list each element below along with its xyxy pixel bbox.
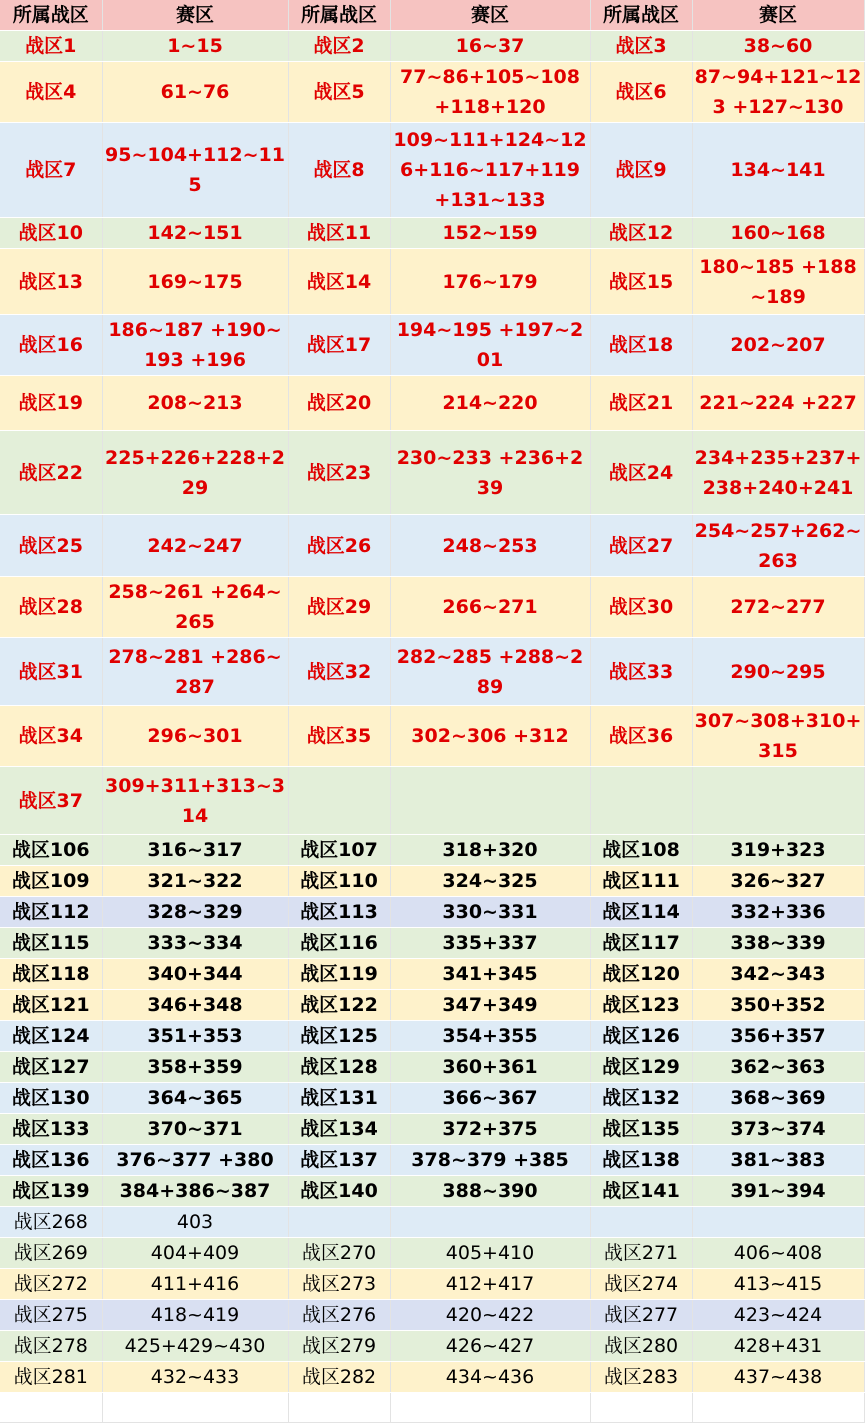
zone-cell: 战区19 (0, 376, 102, 431)
division-cell: 368~369 (692, 1083, 864, 1114)
zone-cell: 战区138 (590, 1145, 692, 1176)
division-cell (390, 1393, 590, 1423)
zone-cell (0, 1393, 102, 1423)
division-cell: 347+349 (390, 990, 590, 1021)
zone-cell: 战区26 (288, 515, 390, 577)
zone-cell: 战区131 (288, 1083, 390, 1114)
zone-cell: 战区110 (288, 866, 390, 897)
zone-cell: 战区120 (590, 959, 692, 990)
zone-cell: 战区20 (288, 376, 390, 431)
division-cell: 142~151 (102, 218, 288, 249)
table-row (0, 959, 864, 990)
division-cell: 412+417 (390, 1269, 590, 1300)
division-cell: 321~322 (102, 866, 288, 897)
zone-cell: 战区275 (0, 1300, 102, 1331)
table-row (0, 1052, 864, 1083)
zone-cell: 战区133 (0, 1114, 102, 1145)
table-row (0, 431, 864, 515)
table-row (0, 515, 864, 577)
table-row (0, 1393, 864, 1423)
division-cell: 290~295 (692, 638, 864, 706)
header-cell: 所属战区 (288, 0, 390, 31)
division-cell: 230~233 +236+239 (390, 431, 590, 515)
division-cell: 381~383 (692, 1145, 864, 1176)
table-row (0, 1269, 864, 1300)
division-cell: 388~390 (390, 1176, 590, 1207)
division-cell: 282~285 +288~289 (390, 638, 590, 706)
division-cell: 176~179 (390, 249, 590, 315)
zone-cell: 战区37 (0, 767, 102, 835)
zone-cell: 战区21 (590, 376, 692, 431)
zone-cell: 战区27 (590, 515, 692, 577)
division-cell: 16~37 (390, 31, 590, 62)
division-cell: 309+311+313~314 (102, 767, 288, 835)
zone-cell: 战区4 (0, 62, 102, 123)
zone-cell: 战区141 (590, 1176, 692, 1207)
zone-cell (288, 1207, 390, 1238)
zone-cell: 战区269 (0, 1238, 102, 1269)
table-row (0, 638, 864, 706)
division-cell: 272~277 (692, 577, 864, 638)
division-cell: 428+431 (692, 1331, 864, 1362)
zone-cell: 战区109 (0, 866, 102, 897)
table-row (0, 315, 864, 376)
division-cell: 266~271 (390, 577, 590, 638)
division-cell: 248~253 (390, 515, 590, 577)
zone-cell (590, 1393, 692, 1423)
division-cell: 372+375 (390, 1114, 590, 1145)
zone-cell: 战区5 (288, 62, 390, 123)
division-cell: 319+323 (692, 835, 864, 866)
division-cell: 425+429~430 (102, 1331, 288, 1362)
zone-cell: 战区24 (590, 431, 692, 515)
division-cell: 335+337 (390, 928, 590, 959)
division-cell: 160~168 (692, 218, 864, 249)
division-cell: 221~224 +227 (692, 376, 864, 431)
division-cell: 307~308+310+315 (692, 706, 864, 767)
zone-cell: 战区278 (0, 1331, 102, 1362)
zone-cell: 战区32 (288, 638, 390, 706)
zone-cell (590, 1207, 692, 1238)
table-row (0, 897, 864, 928)
zone-cell: 战区10 (0, 218, 102, 249)
table-row (0, 1176, 864, 1207)
division-cell: 258~261 +264~265 (102, 577, 288, 638)
zone-cell: 战区23 (288, 431, 390, 515)
zone-cell: 战区28 (0, 577, 102, 638)
table-row (0, 866, 864, 897)
division-cell: 214~220 (390, 376, 590, 431)
header-cell: 赛区 (390, 0, 590, 31)
division-cell: 333~334 (102, 928, 288, 959)
zone-cell: 战区270 (288, 1238, 390, 1269)
zone-cell: 战区140 (288, 1176, 390, 1207)
division-cell: 338~339 (692, 928, 864, 959)
division-cell: 296~301 (102, 706, 288, 767)
zone-cell: 战区282 (288, 1362, 390, 1393)
zone-cell: 战区12 (590, 218, 692, 249)
zone-cell: 战区137 (288, 1145, 390, 1176)
division-cell: 391~394 (692, 1176, 864, 1207)
division-cell: 169~175 (102, 249, 288, 315)
zone-cell: 战区132 (590, 1083, 692, 1114)
zone-cell: 战区268 (0, 1207, 102, 1238)
zone-cell (288, 767, 390, 835)
division-cell: 77~86+105~108 +118+120 (390, 62, 590, 123)
table-row (0, 1021, 864, 1052)
table-row (0, 1083, 864, 1114)
zone-cell: 战区8 (288, 123, 390, 218)
division-cell: 351+353 (102, 1021, 288, 1052)
zone-cell: 战区6 (590, 62, 692, 123)
division-cell: 426~427 (390, 1331, 590, 1362)
division-cell: 378~379 +385 (390, 1145, 590, 1176)
division-cell: 234+235+237+238+240+241 (692, 431, 864, 515)
division-cell: 362~363 (692, 1052, 864, 1083)
division-cell: 242~247 (102, 515, 288, 577)
division-cell: 358+359 (102, 1052, 288, 1083)
zone-cell: 战区139 (0, 1176, 102, 1207)
division-cell: 109~111+124~126+116~117+119+131~133 (390, 123, 590, 218)
division-cell: 406~408 (692, 1238, 864, 1269)
zone-cell: 战区3 (590, 31, 692, 62)
division-cell (692, 1207, 864, 1238)
table-row (0, 1114, 864, 1145)
zone-cell (590, 767, 692, 835)
zone-cell: 战区117 (590, 928, 692, 959)
zone-cell: 战区16 (0, 315, 102, 376)
zone-cell: 战区107 (288, 835, 390, 866)
zone-cell: 战区129 (590, 1052, 692, 1083)
division-cell: 194~195 +197~201 (390, 315, 590, 376)
zone-cell: 战区1 (0, 31, 102, 62)
table-row (0, 1331, 864, 1362)
zone-cell: 战区283 (590, 1362, 692, 1393)
division-cell: 405+410 (390, 1238, 590, 1269)
table-row (0, 577, 864, 638)
division-cell: 360+361 (390, 1052, 590, 1083)
division-cell: 366~367 (390, 1083, 590, 1114)
table-row (0, 1145, 864, 1176)
header-cell: 赛区 (102, 0, 288, 31)
table-row (0, 1207, 864, 1238)
zone-cell: 战区277 (590, 1300, 692, 1331)
division-cell: 324~325 (390, 866, 590, 897)
zone-cell: 战区18 (590, 315, 692, 376)
zone-cell: 战区127 (0, 1052, 102, 1083)
zone-cell: 战区124 (0, 1021, 102, 1052)
zone-cell: 战区116 (288, 928, 390, 959)
zone-cell: 战区7 (0, 123, 102, 218)
zone-cell: 战区111 (590, 866, 692, 897)
table-row (0, 1300, 864, 1331)
table-row (0, 31, 864, 62)
division-cell: 437~438 (692, 1362, 864, 1393)
zone-cell: 战区125 (288, 1021, 390, 1052)
zone-cell: 战区276 (288, 1300, 390, 1331)
division-cell: 418~419 (102, 1300, 288, 1331)
division-cell: 202~207 (692, 315, 864, 376)
zone-cell: 战区31 (0, 638, 102, 706)
zone-cell: 战区14 (288, 249, 390, 315)
zone-cell: 战区130 (0, 1083, 102, 1114)
zone-cell: 战区122 (288, 990, 390, 1021)
zone-cell: 战区15 (590, 249, 692, 315)
division-cell: 404+409 (102, 1238, 288, 1269)
table-row (0, 928, 864, 959)
division-cell: 376~377 +380 (102, 1145, 288, 1176)
zone-cell: 战区115 (0, 928, 102, 959)
division-cell: 350+352 (692, 990, 864, 1021)
zone-cell: 战区108 (590, 835, 692, 866)
zone-cell: 战区271 (590, 1238, 692, 1269)
zone-cell: 战区22 (0, 431, 102, 515)
zone-cell: 战区279 (288, 1331, 390, 1362)
division-cell: 225+226+228+229 (102, 431, 288, 515)
division-cell (102, 1393, 288, 1423)
division-cell: 384+386~387 (102, 1176, 288, 1207)
division-cell: 186~187 +190~193 +196 (102, 315, 288, 376)
header-cell: 所属战区 (590, 0, 692, 31)
division-cell: 208~213 (102, 376, 288, 431)
header-cell: 赛区 (692, 0, 864, 31)
division-cell (692, 767, 864, 835)
zone-cell: 战区114 (590, 897, 692, 928)
zone-cell: 战区280 (590, 1331, 692, 1362)
division-cell: 326~327 (692, 866, 864, 897)
division-cell: 328~329 (102, 897, 288, 928)
division-cell: 87~94+121~123 +127~130 (692, 62, 864, 123)
zone-cell: 战区35 (288, 706, 390, 767)
zone-cell: 战区126 (590, 1021, 692, 1052)
division-cell: 373~374 (692, 1114, 864, 1145)
zone-cell: 战区273 (288, 1269, 390, 1300)
division-cell: 330~331 (390, 897, 590, 928)
zone-cell: 战区33 (590, 638, 692, 706)
division-cell: 364~365 (102, 1083, 288, 1114)
division-cell: 95~104+112~115 (102, 123, 288, 218)
division-cell: 1~15 (102, 31, 288, 62)
table-row (0, 123, 864, 218)
zone-cell: 战区128 (288, 1052, 390, 1083)
zone-cell: 战区11 (288, 218, 390, 249)
table-row (0, 767, 864, 835)
division-cell: 432~433 (102, 1362, 288, 1393)
division-cell: 278~281 +286~287 (102, 638, 288, 706)
table-row (0, 706, 864, 767)
zone-cell: 战区30 (590, 577, 692, 638)
header-cell: 所属战区 (0, 0, 102, 31)
table-row (0, 249, 864, 315)
division-cell: 420~422 (390, 1300, 590, 1331)
division-cell: 403 (102, 1207, 288, 1238)
division-cell: 370~371 (102, 1114, 288, 1145)
zone-cell: 战区113 (288, 897, 390, 928)
division-cell: 413~415 (692, 1269, 864, 1300)
zone-cell: 战区25 (0, 515, 102, 577)
zone-cell: 战区121 (0, 990, 102, 1021)
division-cell: 152~159 (390, 218, 590, 249)
table-row (0, 990, 864, 1021)
table-row (0, 218, 864, 249)
zone-cell: 战区34 (0, 706, 102, 767)
division-cell: 316~317 (102, 835, 288, 866)
division-cell (692, 1393, 864, 1423)
zone-cell: 战区36 (590, 706, 692, 767)
division-cell: 354+355 (390, 1021, 590, 1052)
zone-cell: 战区272 (0, 1269, 102, 1300)
zone-cell (288, 1393, 390, 1423)
division-cell: 38~60 (692, 31, 864, 62)
table-row (0, 62, 864, 123)
division-cell: 356+357 (692, 1021, 864, 1052)
zone-cell: 战区9 (590, 123, 692, 218)
zone-cell: 战区134 (288, 1114, 390, 1145)
division-cell: 302~306 +312 (390, 706, 590, 767)
zone-cell: 战区106 (0, 835, 102, 866)
division-cell: 341+345 (390, 959, 590, 990)
zone-cell: 战区112 (0, 897, 102, 928)
division-cell: 180~185 +188~189 (692, 249, 864, 315)
division-cell: 134~141 (692, 123, 864, 218)
table-row (0, 1238, 864, 1269)
zone-cell: 战区274 (590, 1269, 692, 1300)
zone-cell: 战区29 (288, 577, 390, 638)
table-row (0, 1362, 864, 1393)
zone-cell: 战区2 (288, 31, 390, 62)
division-cell: 254~257+262~263 (692, 515, 864, 577)
division-cell: 423~424 (692, 1300, 864, 1331)
header-row (0, 0, 864, 31)
zone-cell: 战区135 (590, 1114, 692, 1145)
zone-cell: 战区119 (288, 959, 390, 990)
table-row (0, 376, 864, 431)
division-cell: 340+344 (102, 959, 288, 990)
table-row (0, 835, 864, 866)
zone-cell: 战区118 (0, 959, 102, 990)
zone-cell: 战区13 (0, 249, 102, 315)
division-cell: 346+348 (102, 990, 288, 1021)
division-cell: 434~436 (390, 1362, 590, 1393)
division-cell (390, 767, 590, 835)
division-cell: 342~343 (692, 959, 864, 990)
division-cell (390, 1207, 590, 1238)
division-cell: 61~76 (102, 62, 288, 123)
zone-cell: 战区136 (0, 1145, 102, 1176)
zone-cell: 战区281 (0, 1362, 102, 1393)
zone-cell: 战区17 (288, 315, 390, 376)
division-cell: 332+336 (692, 897, 864, 928)
division-cell: 318+320 (390, 835, 590, 866)
zone-cell: 战区123 (590, 990, 692, 1021)
division-cell: 411+416 (102, 1269, 288, 1300)
